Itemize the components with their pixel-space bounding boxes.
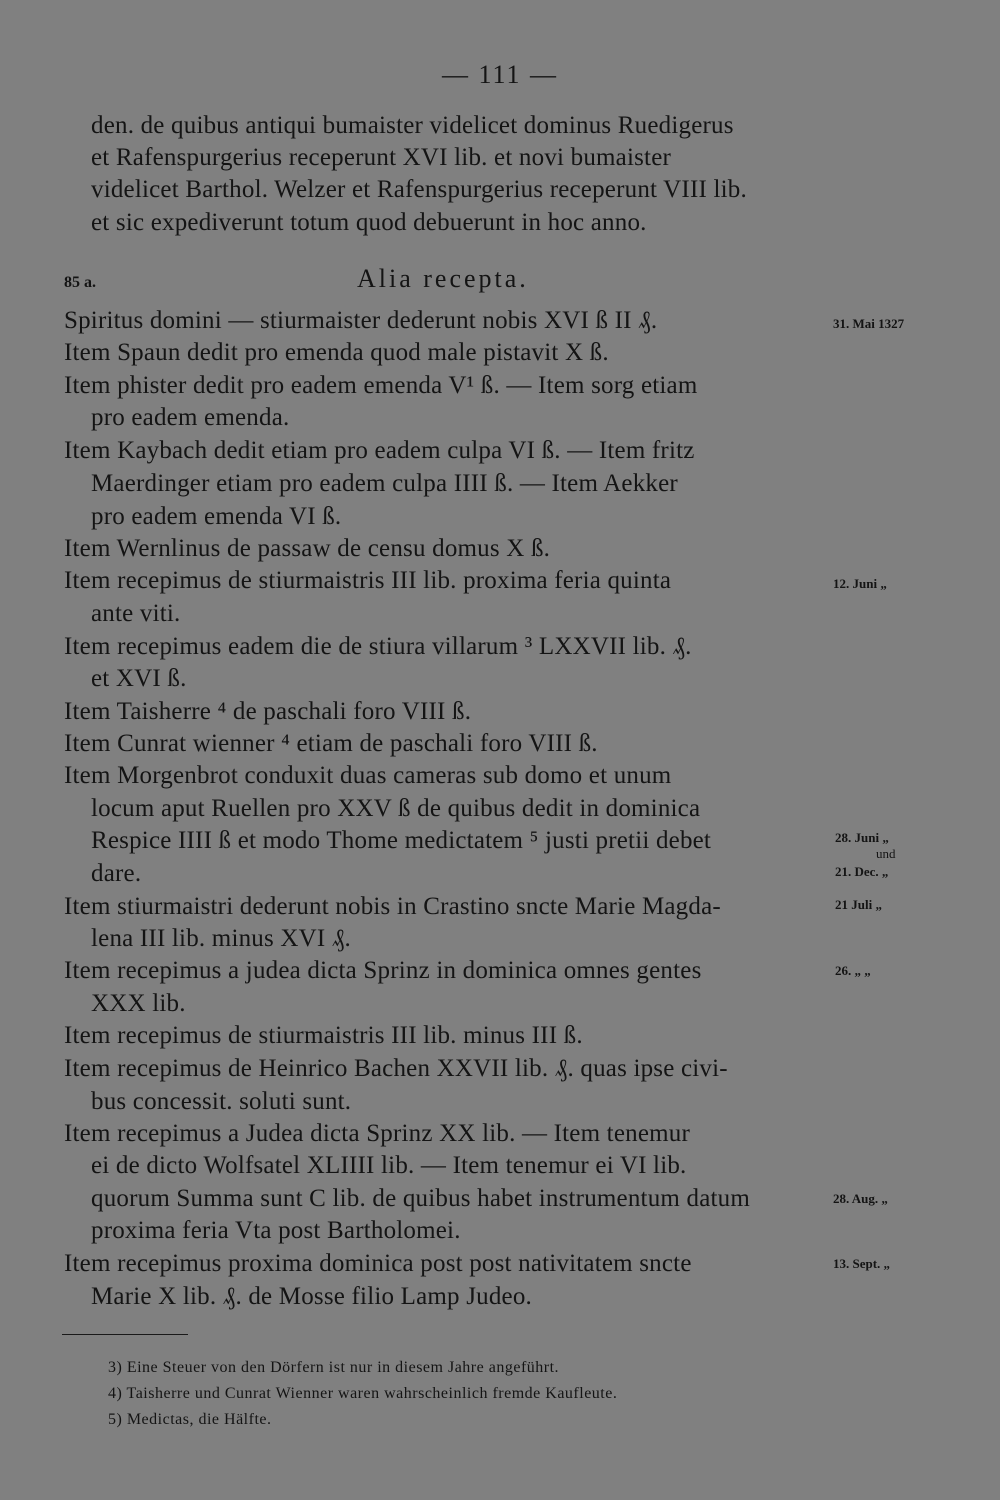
margin-date: 21. Dec. „ (835, 864, 889, 879)
text-line: proxima feria Vta post Bartholomei. (91, 1217, 461, 1244)
section-number: 85 a. (64, 274, 96, 291)
text-line: Item recepimus de Heinrico Bachen XXVII lib. ₰. quas ipse civi- (64, 1055, 728, 1082)
footnote-divider (62, 1334, 188, 1335)
text-line: et sic expediverunt totum quod debuerunt in hoc anno. (91, 209, 647, 236)
text-line: Item Spaun dedit pro emenda quod male pistavit X ß. (64, 339, 609, 366)
text-line: ei de dicto Wolfsatel XLIIII lib. — Item tenemur ei VI lib. (91, 1152, 687, 1179)
text-line: Spiritus domini — stiurmaister dederunt nobis XVI ß II ₰. (64, 307, 658, 334)
text-line: pro eadem emenda. (91, 404, 290, 431)
text-line: Item Morgenbrot conduxit duas cameras sub domo et unum (64, 762, 672, 789)
footnote: 5) Medictas, die Hälfte. (108, 1411, 272, 1428)
page-number: — 111 — (441, 60, 559, 89)
text-line: Item recepimus de stiurmaistris III lib. proxima feria quinta (64, 567, 672, 594)
margin-date: 13. Sept. „ (833, 1256, 891, 1271)
text-line: Item recepimus a judea dicta Sprinz in dominica omnes gentes (64, 957, 702, 984)
margin-date: 28. Juni „ (835, 830, 889, 845)
text-line: ante viti. (91, 600, 181, 627)
text-line: pro eadem emenda VI ß. (91, 503, 342, 530)
text-line: Item stiurmaistri dederunt nobis in Crastino sncte Marie Magda- (64, 893, 721, 920)
text-line: videlicet Barthol. Welzer et Rafenspurgerius receperunt VIII lib. (91, 176, 747, 203)
text-line: Item Wernlinus de passaw de censu domus X ß. (64, 535, 551, 562)
text-line: Item phister dedit pro eadem emenda V¹ ß. — Item sorg etiam (64, 372, 698, 399)
text-line: Item recepimus eadem die de stiura villarum ³ LXXVII lib. ₰. (64, 633, 692, 660)
text-line: Marie X lib. ₰. de Mosse filio Lamp Judeo. (91, 1283, 532, 1310)
text-line: et Rafenspurgerius receperunt XVI lib. et novi bumaister (91, 144, 672, 171)
text-line: Respice IIII ß et modo Thome medictatem ⁵ justi pretii debet (91, 827, 712, 854)
text-line: et XVI ß. (91, 665, 187, 692)
margin-date: 21 Juli „ (835, 897, 882, 912)
text-line: Maerdinger etiam pro eadem culpa IIII ß. — Item Aekker (91, 470, 678, 497)
margin-date: 31. Mai 1327 (833, 316, 905, 331)
text-line: XXX lib. (91, 990, 186, 1017)
text-line: Item recepimus de stiurmaistris III lib. minus III ß. (64, 1022, 583, 1049)
text-line: Item Taisherre ⁴ de paschali foro VIII ß. (64, 698, 472, 725)
margin-date: 12. Juni „ (833, 576, 887, 591)
margin-date: 26. „ „ (835, 963, 871, 978)
margin-date: und (876, 846, 896, 861)
text-line: dare. (91, 860, 142, 887)
text-line: Item recepimus proxima dominica post post nativitatem sncte (64, 1250, 692, 1277)
footnote: 4) Taisherre und Cunrat Wienner waren wahrscheinlich fremde Kaufleute. (108, 1385, 618, 1402)
footnote: 3) Eine Steuer von den Dörfern ist nur in diesem Jahre angeführt. (108, 1359, 560, 1376)
text-line: lena III lib. minus XVI ₰. (91, 925, 352, 952)
text-line: locum aput Ruellen pro XXV ß de quibus dedit in dominica (91, 795, 701, 822)
margin-date: 28. Aug. „ (833, 1191, 888, 1206)
text-line: Item recepimus a Judea dicta Sprinz XX lib. — Item tenemur (64, 1120, 690, 1147)
text-line: Item Cunrat wienner ⁴ etiam de paschali foro VIII ß. (64, 730, 598, 757)
text-line: Item Kaybach dedit etiam pro eadem culpa VI ß. — Item fritz (64, 437, 695, 464)
text-line: quorum Summa sunt C lib. de quibus habet instrumentum datum (91, 1185, 750, 1212)
text-line: den. de quibus antiqui bumaister videlicet dominus Ruedigerus (91, 112, 734, 139)
section-title: Alia recepta. (357, 264, 529, 293)
text-line: bus concessit. soluti sunt. (91, 1088, 352, 1115)
